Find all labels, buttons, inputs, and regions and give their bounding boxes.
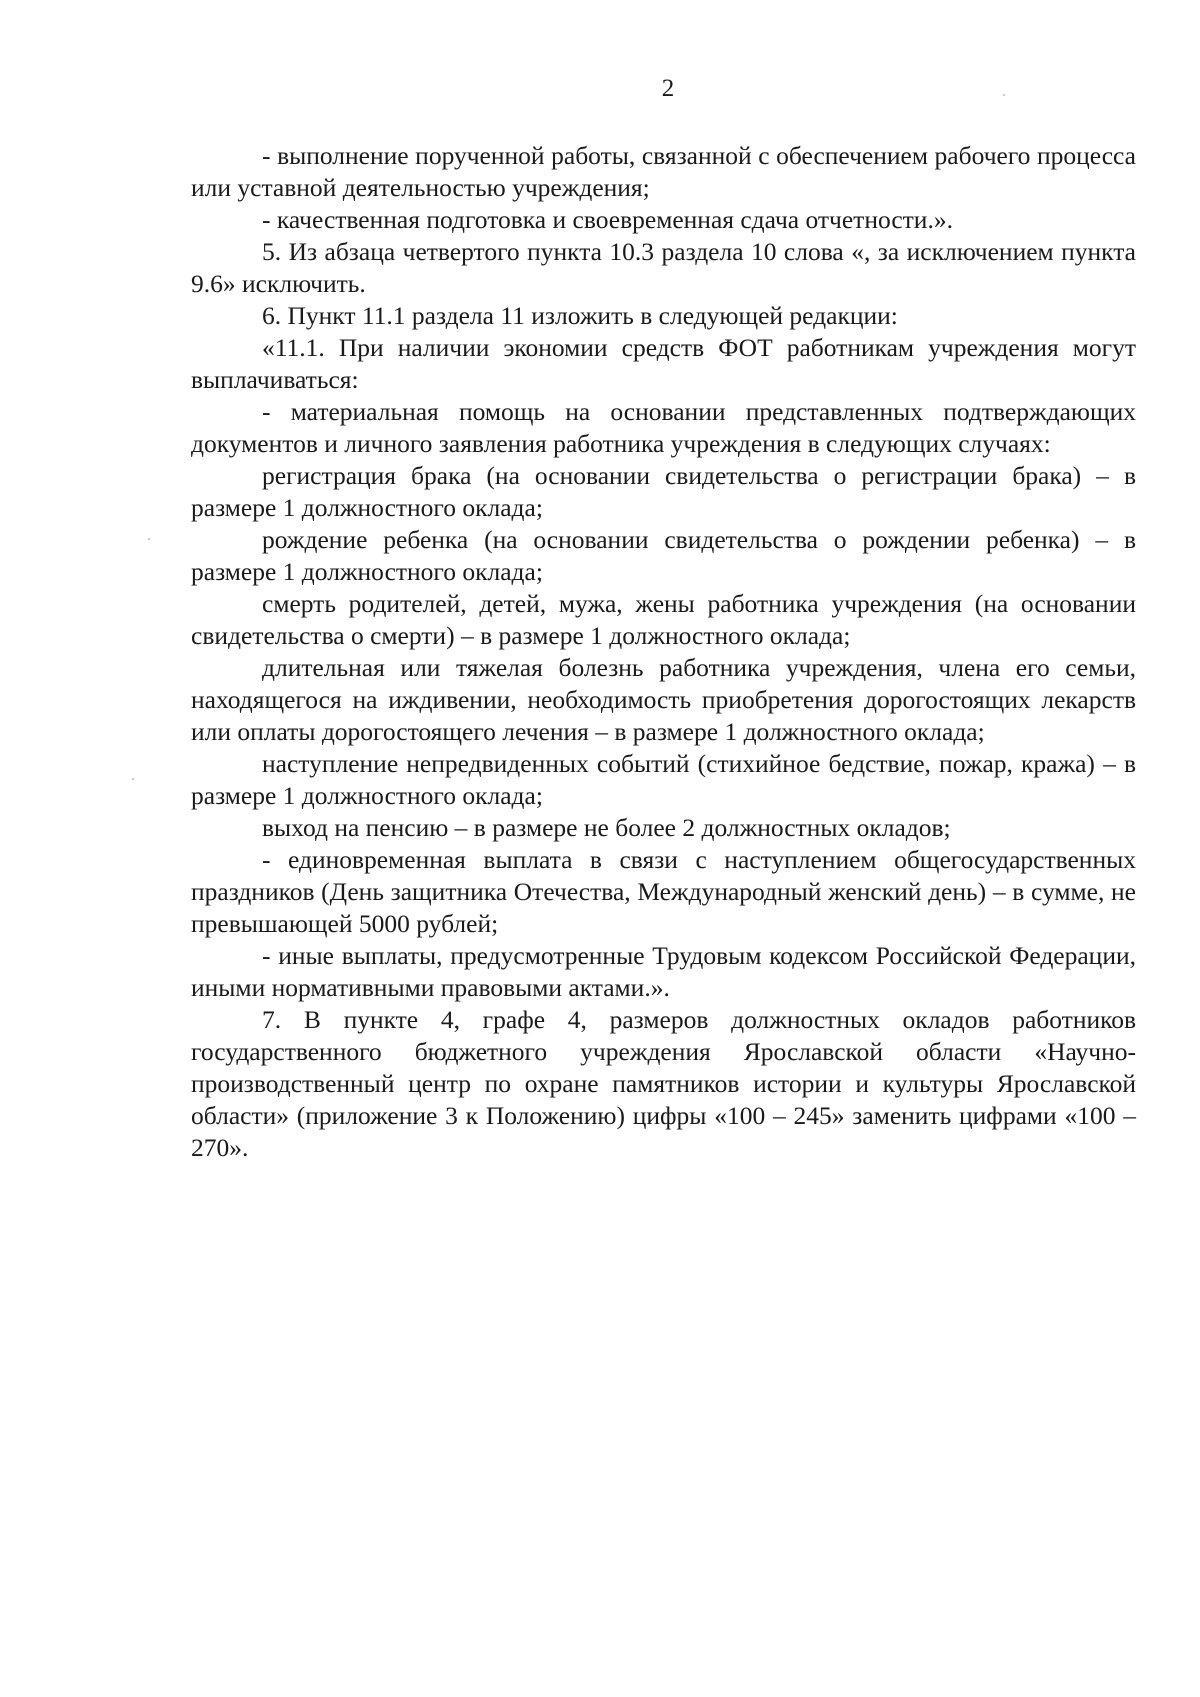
paragraph-birth: рождение ребенка (на основании свидетельства о рождении ребенка) – в размере 1 должностного оклада; bbox=[191, 525, 1136, 586]
paragraph-item-6: 6. Пункт 11.1 раздела 11 изложить в следующей редакции: bbox=[262, 301, 898, 330]
paragraph-reporting: - качественная подготовка и своевременная сдача отчетности.». bbox=[262, 205, 953, 234]
paragraph-retirement: выход на пенсию – в размере не более 2 должностных окладов; bbox=[262, 813, 951, 842]
paragraph-holiday-payment: - единовременная выплата в связи с наступлением общегосударственных праздников (День защитника Отечества, Международный женский день) – в сумме, не превышающей 5000 рублей; bbox=[191, 845, 1136, 938]
scan-speck bbox=[132, 778, 134, 780]
document-body bbox=[191, 140, 1136, 1164]
paragraph-clause-11-1: «11.1. При наличии экономии средств ФОТ работникам учреждения могут выплачиваться: bbox=[191, 333, 1136, 394]
scan-speck bbox=[1003, 94, 1005, 96]
paragraph-item-5: 5. Из абзаца четвертого пункта 10.3 раздела 10 слова «, за исключением пункта 9.6» исключить. bbox=[191, 237, 1136, 298]
paragraph-emergency: наступление непредвиденных событий (стихийное бедствие, пожар, кража) – в размере 1 должностного оклада; bbox=[191, 749, 1136, 810]
scan-speck bbox=[148, 538, 150, 540]
page-number: 2 bbox=[661, 75, 675, 102]
paragraph-other-payments: - иные выплаты, предусмотренные Трудовым кодексом Российской Федерации, иными нормативными правовыми актами.». bbox=[191, 941, 1136, 1002]
paragraph-death: смерть родителей, детей, мужа, жены работника учреждения (на основании свидетельства о смерти) – в размере 1 должностного оклада; bbox=[191, 589, 1136, 650]
paragraph-illness: длительная или тяжелая болезнь работника учреждения, члена его семьи, находящегося на иждивении, необходимость приобретения дорогостоящих лекарств или оплаты дорогостоящего лечения – в размере 1 должностного оклада; bbox=[191, 653, 1136, 746]
paragraph-work-duties: - выполнение порученной работы, связанной с обеспечением рабочего процесса или уставной деятельностью учреждения; bbox=[191, 141, 1136, 202]
paragraph-item-7: 7. В пункте 4, графе 4, размеров должностных окладов работников государственного бюджетного учреждения Ярославской области «Научно-производственный центр по охране памятников истории и культуры Ярославской области» (приложение 3 к Положению) цифры «100 – 245» заменить цифрами «100 – 270». bbox=[191, 1005, 1136, 1162]
paragraph-marriage: регистрация брака (на основании свидетельства о регистрации брака) – в размере 1 должностного оклада; bbox=[191, 461, 1136, 522]
paragraph-material-aid: - материальная помощь на основании представленных подтверждающих документов и личного заявления работника учреждения в следующих случаях: bbox=[191, 397, 1136, 458]
